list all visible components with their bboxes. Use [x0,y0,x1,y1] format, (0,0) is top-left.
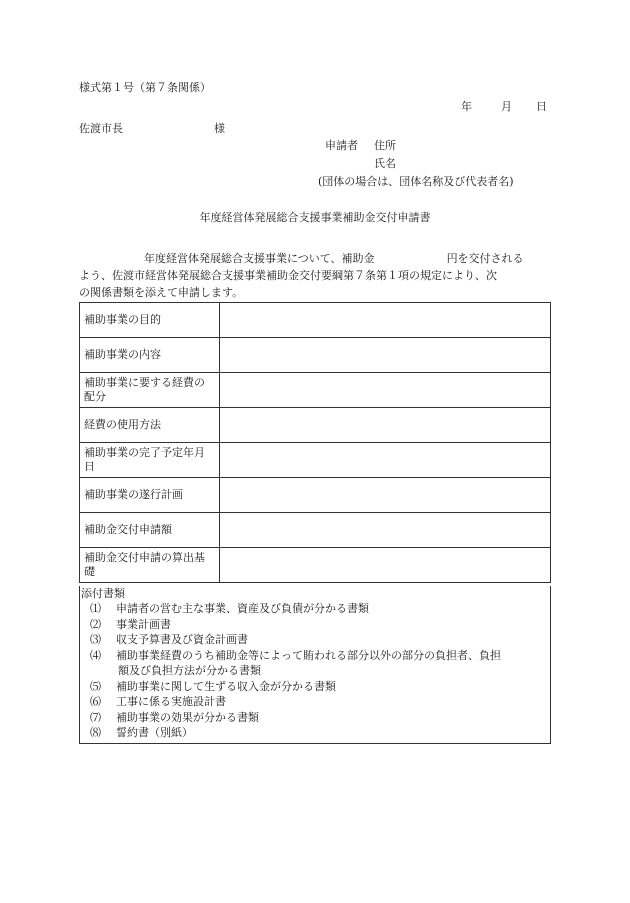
attachments-box [79,586,551,744]
row-value-calculation-basis[interactable] [220,548,551,583]
row-label-calculation-basis: 補助金交付申請の算出基礎 [80,548,220,583]
row-label-expense-usage: 経費の使用方法 [80,408,220,443]
attachments-list [90,601,548,741]
row-value-purpose[interactable] [220,303,551,338]
list-item [90,694,548,710]
list-item [90,725,548,741]
row-label-purpose: 補助事業の目的 [80,303,220,338]
item-number: ⑴ [90,602,101,615]
row-value-expense-allocation[interactable] [220,373,551,408]
row-label-completion-date: 補助事業の完了予定年月日 [80,443,220,478]
group-note: (団体の場合は、団体名称及び代表者名) [318,175,514,188]
statement-line-3: の関係書類を添えて申請します。 [79,286,244,299]
item-text: 工事に係る実施設計書 [116,695,226,708]
row-value-requested-amount[interactable] [220,513,551,548]
table-row [80,373,551,408]
application-details-table [79,302,551,583]
row-label-content: 補助事業の内容 [80,338,220,373]
statement-line-1b: 円を交付される [446,252,524,265]
address-label: 住所 [374,139,396,152]
item-text: 申請者の営む主な事業、資産及び負債が分かる書類 [116,602,369,615]
item-text: 収支予算書及び資金計画書 [116,633,248,646]
item-number: ⑹ [90,695,101,708]
item-number: ⑸ [90,679,101,693]
list-item [90,617,548,633]
name-label: 氏名 [374,157,396,170]
statement-line-1a: 年度経営体発展総合支援事業について、補助金 [144,252,375,265]
date-day-label: 日 [536,100,547,113]
item-text-continued: 額及び負担方法が分かる書類 [118,664,261,677]
row-label-execution-plan: 補助事業の遂行計画 [80,478,220,513]
list-item [90,632,548,648]
table-row [80,548,551,583]
row-value-completion-date[interactable] [220,443,551,478]
table-row [80,478,551,513]
attachments-heading: 添付書類 [81,587,125,600]
item-number: ⑷ [90,648,101,662]
list-item [90,710,548,726]
row-value-expense-usage[interactable] [220,408,551,443]
item-number: ⑺ [90,710,101,724]
document-title: 年度経営体発展総合支援事業補助金交付申請書 [199,211,431,224]
item-number: ⑵ [90,617,101,631]
list-item [90,679,548,695]
list-item [90,601,548,617]
recipient [79,122,225,136]
statement-line-2: よう、佐渡市経営体発展総合支援事業補助金交付要綱第７条第１項の規定により、次 [79,269,497,282]
item-number: ⑶ [90,633,101,646]
item-number: ⑻ [90,726,101,739]
application-statement [79,250,551,301]
row-label-expense-allocation: 補助事業に要する経費の配分 [80,373,220,408]
table-row [80,338,551,373]
item-text: 事業計画書 [116,617,171,631]
item-text: 誓約書（別紙） [116,726,193,739]
table-row [80,513,551,548]
recipient-suffix: 様 [214,122,225,135]
item-text: 補助事業経費のうち補助金等によって賄われる部分以外の部分の負担者、負担 [116,648,501,662]
table-row [80,408,551,443]
applicant-label: 申請者 [325,139,358,152]
row-value-execution-plan[interactable] [220,478,551,513]
item-text: 補助事業の効果が分かる書類 [116,710,259,724]
date-month-label: 月 [501,100,512,113]
recipient-name: 佐渡市長 [79,122,123,135]
statement-line-1 [79,250,551,267]
date-year-label: 年 [461,100,472,113]
table-row [80,303,551,338]
item-text: 補助事業に関して生ずる収入金が分かる書類 [116,679,336,693]
row-label-requested-amount: 補助金交付申請額 [80,513,220,548]
form-number: 様式第１号（第７条関係） [79,81,211,94]
list-item [90,648,548,679]
table-row [80,443,551,478]
row-value-content[interactable] [220,338,551,373]
